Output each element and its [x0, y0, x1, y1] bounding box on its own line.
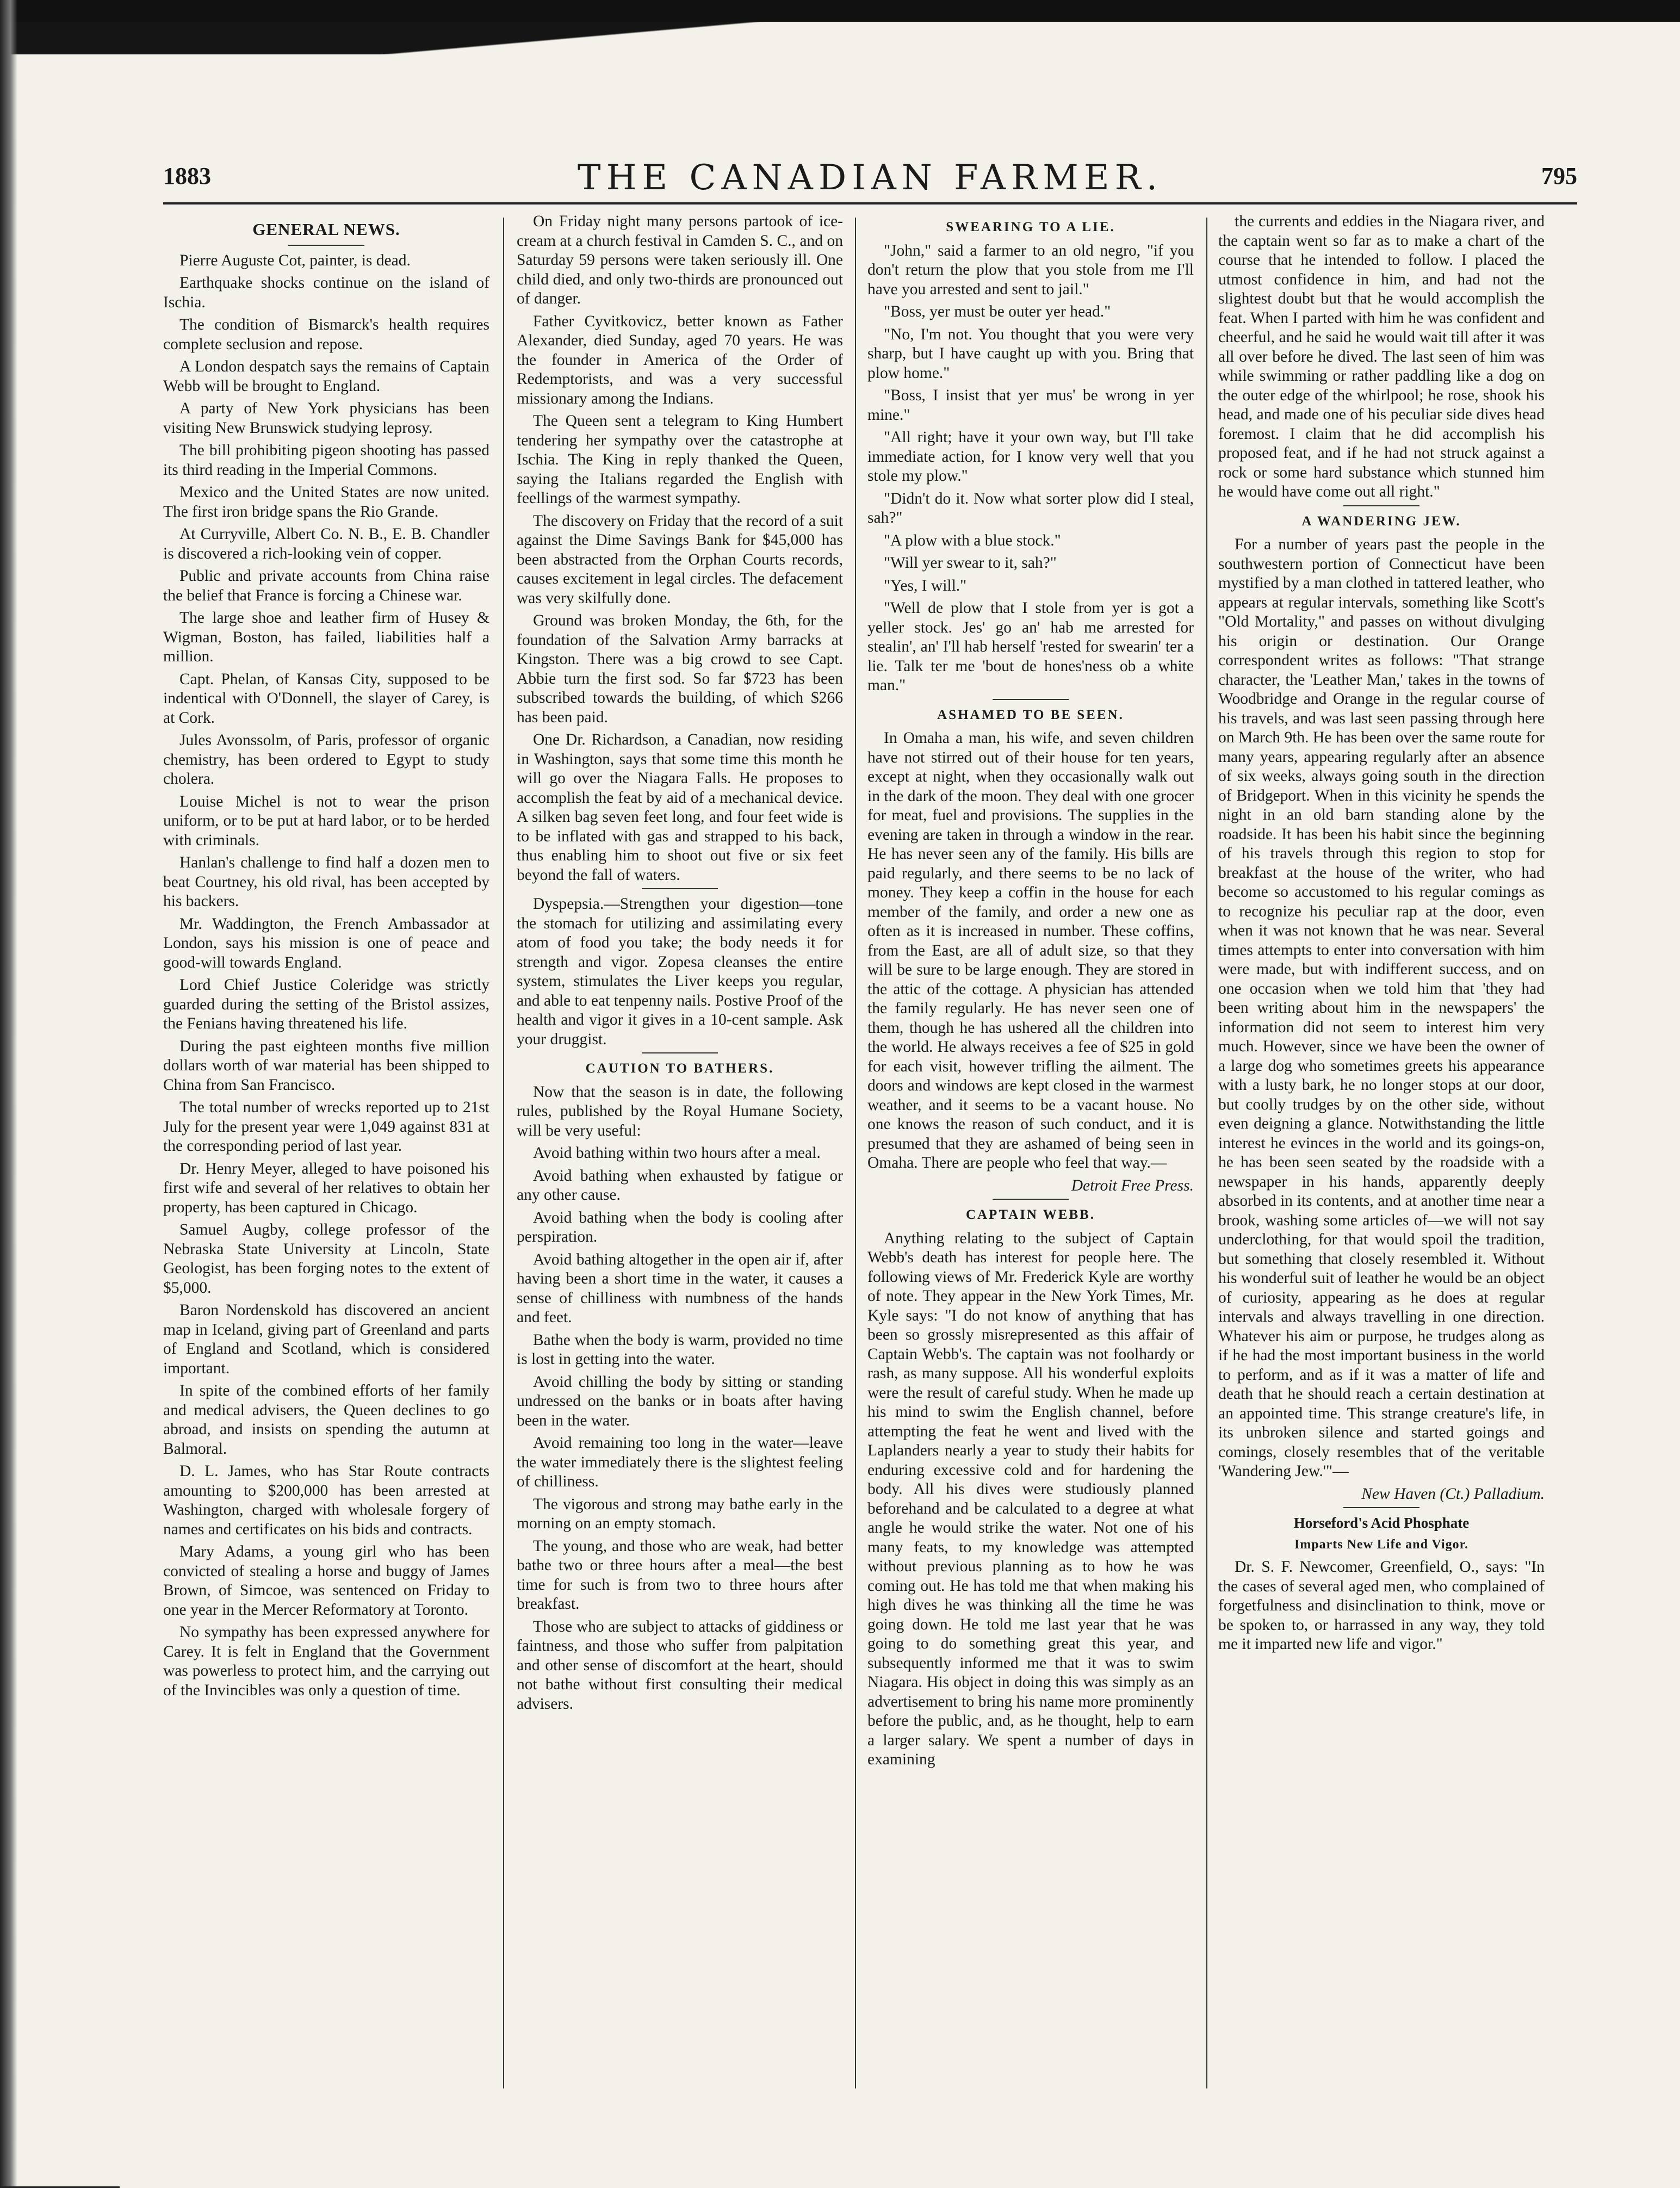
story-dialogue — [867, 241, 1194, 696]
list-item: Bathe when the body is warm, provided no time is lost in getting into the water. — [517, 1331, 843, 1368]
section-heading: SWEARING TO A LIE. — [946, 220, 1115, 234]
list-item: The bill prohibiting pigeon shooting has passed its third reading in the Imperial Commons. — [163, 442, 489, 479]
ad-subtitle: Imparts New Life and Vigor. — [1294, 1537, 1469, 1552]
list-item: Avoid remaining too long in the water—leave the water immediately there is the slightest feeling of chilliness. — [517, 1434, 843, 1490]
list-item: "A plow with a blue stock." — [884, 531, 1061, 549]
divider — [642, 1052, 718, 1053]
section-heading: CAPTAIN WEBB. — [965, 1207, 1096, 1222]
list-item: Capt. Phelan, of Kansas City, supposed to be indentical with O'Donnell, the slayer of Carey, is at Cork. — [163, 670, 489, 727]
list-item: A London despatch says the remains of Captain Webb will be brought to England. — [163, 358, 489, 395]
story-text: the currents and eddies in the Niagara river, and the captain went so far as to make a chart of the course that he intended to follow. I placed the utmost confidence in him, and had not the slightest doubt but that he would accomplish the feat. When I parted with him he was confident and cheerful, and he said he would wait till after it was all over before he dived. The last seen of him was while swimming or rather paddling like a dog on the outer edge of the whirlpool; he rose, shook his head, and made one of his peculiar side dives head foremost. I claim that he did accomplish his proposed feat, and if he had not struck against a rock or some hard substance which stunned him he would have come out all right." — [1218, 213, 1545, 500]
story-text: In Omaha a man, his wife, and seven children have not stirred out of their house for ten years, except at night, when they occasionally walk out in the dark of the moon. They deal with one grocer for meat, fuel and provisions. The supplies in the evening are taken in through a window in the rear. He has never seen any of the family. His bills are paid regularly, and there seems to be no lack of money. They keep a coffin in the house for each member of the family, and order a new one as often as it is increased in number. These coffins, from the East, are all of adult size, so that they will be sure to be large enough. They are stored in the attic of the cottage. A physician has attended the family regularly. He has never seen one of them, though he has ushered all the children into the world. He always receives a fee of $25 in gold for each visit, however trifling the ailment. The doors and windows are kept closed in the warmest weather, and it seems to be a vacant house. No one knows the reason of such conduct, and it is presumed that they are ashamed of being seen in Omaha. There are people who feel that way.— — [867, 729, 1194, 1172]
list-item: A party of New York physicians has been visiting New Brunswick studying leprosy. — [163, 400, 489, 437]
story-text: For a number of years past the people in the southwestern portion of Connecticut have been mystified by a man clothed in tattered leather, who appears at regular intervals, something like Scott's "Old Mortality," and passes on without divulging his origin or destination. Our Orange correspondent writes as follows: "That strange character, the 'Leather Man,' takes in the towns of Woodbridge and Orange in the regular course of his travels, and was last seen passing through here on March 9th. He has been over the same route for many years, appearing regularly after an absence of six weeks, always going south in the direction of Bridgeport. When in this vicinity he spends the night in an old barn standing alone by the roadside. It has been his habit since the beginning of his travels through this region to stop for breakfast at the house of the writer, who had become so accustomed to his regular comings as to recognize his peculiar rap at the door, even when it was not known that he was near. Several times attempts to enter into conversation with him were made, but with indifferent success, and on one occasion when we told him that 'they had been writing about him in the newspapers' the information did not seem to interest him very much. However, since we have been the owner of a large dog who sometimes greets his appearance with a lusty bark, he no longer stops at our door, but coolly trudges by on the other side, without even deigning a glance. Notwithstanding the little interest he evinces in the world and its goings-on, he has been seen seated by the roadside with a newspaper in his hands, apparently deeply absorbed in its contents, and at another time near a brook, washing some articles of—we will not say underclothing, for that would spoil the tradition, but something that closely resembled it. Without his wonderful suit of leather he would be an object of curiosity, appearing as he does at regular intervals and always travelling in one direction. Whatever his aim or purpose, he trudges along as if he had the most important business in the world to perform, and as if it was a matter of life and death that he should reach a certain destination at an appointed time. This strange creature's life, in its unbroken silence and started goings and comings, closely resembles that of the veritable 'Wandering Jew.'"— — [1218, 536, 1545, 1480]
list-item: "John," said a farmer to an old negro, "if you don't return the plow that you stole from me I'll have you arrested and sent to jail." — [867, 241, 1194, 298]
list-item: Mexico and the United States are now united. The first iron bridge spans the Rio Grande. — [163, 484, 489, 520]
list-item: The total number of wrecks reported up to 21st July for the present year were 1,049 against 831 at the corresponding period of last year. — [163, 1099, 489, 1155]
list-item: The condition of Bismarck's health requires complete seclusion and repose. — [163, 316, 489, 353]
year: 1883 — [163, 163, 211, 189]
list-item: Jules Avonssolm, of Paris, professor of organic chemistry, has been ordered to Egypt to study cholera. — [163, 732, 489, 788]
list-item: Avoid bathing when the body is cooling after perspiration. — [517, 1208, 843, 1245]
divider — [993, 1199, 1069, 1200]
story-text: Anything relating to the subject of Captain Webb's death has interest for people here. The following views of Mr. Frederick Kyle are worthy of note. They appear in the New York Times, Mr. Kyle says: "I do not know of anything that has been so grossly misrepresented as this affair of Captain Webb's. The captain was not foolhardy or rash, as many suppose. All his wonderful exploits were the result of careful study. When he made up his mind to swim the English channel, before attempting the feat he went and lived with the Laplanders nearly a year to study their habits for enduring excessive cold and for hardening the body. All his dives were studiously planned beforehand and be calculated to a degree at what angle he would strike the water. Not one of his many feats, to my knowledge was attempted without previous planning as to how he was coming out. He has told me that when making his high dives he was thinking all the time he was going down. He told me last year that he was going to do something great this year, and subsequently informed me that it was to swim Niagara. His object in doing this was simply as an advertisement to bring his name more prominently before the public, and, as he thought, help to earn a larger salary. We spent a number of days in examining — [867, 1229, 1194, 1768]
ad-title: Horseford's Acid Phosphate — [1293, 1515, 1470, 1531]
column-2 — [517, 212, 843, 2099]
divider — [642, 888, 718, 889]
list-item: Ground was broken Monday, the 6th, for the foundation of the Salvation Army barracks at Kingston. There was a big crowd to see Capt. Abbie turn the first sod. So far $723 has been subscribed towards the building, of which $266 has been paid. — [517, 612, 843, 726]
section-heading: ASHAMED TO BE SEEN. — [937, 707, 1124, 722]
column-4 — [1218, 212, 1545, 2099]
column-1 — [163, 212, 489, 2099]
column-3 — [867, 212, 1194, 2099]
list-item: In spite of the combined efforts of her family and medical advisers, the Queen declines to go abroad, and insists on spending the autumn at Balmoral. — [163, 1382, 489, 1458]
column-divider — [503, 218, 504, 2088]
scan-shadow — [0, 22, 1294, 54]
list-item: Pierre Auguste Cot, painter, is dead. — [179, 251, 411, 269]
list-item: One Dr. Richardson, a Canadian, now residing in Washington, says that some time this month he will go over the Niagara Falls. He proposes to accomplish the feat by aid of a mechanical device. A silken bag seven feet long, and four feet wide is to be inflated with gas and strapped to his back, thus enabling him to shoot out five or six feet beyond the fall of waters. — [517, 731, 843, 884]
list-item: Mary Adams, a young girl who has been convicted of stealing a horse and buggy of James Brown, of Simcoe, was sentenced on Friday to one year in the Mercer Reformatory at Toronto. — [163, 1543, 489, 1619]
column-divider — [855, 218, 856, 2088]
divider — [1343, 1507, 1419, 1508]
column-divider — [1206, 218, 1207, 2088]
divider — [993, 699, 1069, 700]
list-item: D. L. James, who has Star Route contracts amounting to $200,000 has been arrested at Washington, charged with wholesale forgery of names and certificates on his bids and contracts. — [163, 1462, 489, 1538]
list-item: Louise Michel is not to wear the prison uniform, or to be put at hard labor, or to be herded with criminals. — [163, 792, 489, 849]
list-item: "Yes, I will." — [884, 577, 967, 594]
list-item: "Boss, yer must be outer yer head." — [884, 303, 1111, 320]
list-item: Avoid bathing within two hours after a meal. — [533, 1144, 821, 1162]
section-heading: GENERAL NEWS. — [252, 220, 400, 239]
list-item: Those who are subject to attacks of giddiness or faintness, and those who suffer from palpitation and other sense of discomfort at the heart, should not bathe without first consulting their medical advisers. — [517, 1617, 843, 1713]
divider — [288, 245, 364, 246]
list-item: At Curryville, Albert Co. N. B., E. B. Chandler is discovered a rich-looking vein of copper. — [163, 525, 489, 562]
list-item: The vigorous and strong may bathe early in the morning on an empty stomach. — [517, 1495, 843, 1532]
list-item: Samuel Augby, college professor of the Nebraska State University at Lincoln, State Geologist, has been forging notes to the extent of $5,000. — [163, 1221, 489, 1297]
list-item: Avoid chilling the body by sitting or standing undressed on the banks or in boats after having been in the water. — [517, 1373, 843, 1429]
page-header — [163, 158, 1577, 196]
list-item: "Will yer swear to it, sah?" — [884, 554, 1057, 572]
list-item: Earthquake shocks continue on the island of Ischia. — [163, 274, 489, 311]
scan-left-edge — [0, 0, 17, 2187]
list-item: On Friday night many persons partook of ice-cream at a church festival in Camden S. C., and on Saturday 59 persons were taken seriously ill. One child died, and only two-thirds are pronounced out of danger. — [517, 213, 843, 307]
caution-list — [517, 1083, 843, 1714]
dyspepsia-ad: Dyspepsia.—Strengthen your digestion—tone the stomach for utilizing and assimilating every atom of food you take; the body needs it for strength and vigor. Zopesa cleanses the entire system, stimulates the Liver keeps you regular, and able to eat tenpenny nails. Postive Proof of the health and vigor it gives in a 10-cent sample. Ask your druggist. — [517, 895, 843, 1048]
scan-corner-mark — [0, 2121, 120, 2188]
list-item: The large shoe and leather firm of Husey & Wigman, Boston, has failed, liabilities half a million. — [163, 609, 489, 665]
ad-text: Dr. S. F. Newcomer, Greenfield, O., says: "In the cases of several aged men, who complained of forgetfulness and disinclination to think, move or be spoken to, or harrassed in any way, they told me it imparted new life and vigor." — [1218, 1558, 1545, 1653]
list-item: "All right; have it your own way, but I'll take immediate action, for I know very well that you stole my plow." — [867, 429, 1194, 485]
news-list — [517, 212, 843, 885]
list-item: The discovery on Friday that the record of a suit against the Dime Savings Bank for $45,000 has been abstracted from the Orphan Courts records, causes excitement in legal circles. The defacement was very skilfully done. — [517, 512, 843, 607]
list-item: "Boss, I insist that yer mus' be wrong in yer mine." — [867, 387, 1194, 424]
scan-top-edge — [0, 0, 1680, 60]
story-source: New Haven (Ct.) Palladium. — [1361, 1485, 1545, 1503]
page-number: 795 — [1541, 163, 1577, 189]
header-rule — [163, 202, 1577, 204]
news-list — [163, 251, 489, 1701]
list-item: Mr. Waddington, the French Ambassador at London, says his mission is one of peace and good-will towards England. — [163, 915, 489, 971]
masthead: THE CANADIAN FARMER. — [577, 158, 1163, 198]
list-item: Avoid bathing altogether in the open air if, after having been a short time in the water, it causes a sense of chilliness with numbness of the hands and feet. — [517, 1250, 843, 1326]
list-item: Now that the season is in date, the following rules, published by the Royal Humane Society, will be very useful: — [517, 1083, 843, 1139]
divider — [1343, 505, 1419, 506]
list-item: Lord Chief Justice Coleridge was strictly guarded during the setting of the Bristol assizes, the Fenians having threatened his life. — [163, 976, 489, 1032]
list-item: "Didn't do it. Now what sorter plow did I steal, sah?" — [867, 489, 1194, 526]
list-item: No sympathy has been expressed anywhere for Carey. It is felt in England that the Government was powerless to protect him, and the carrying out of the Invincibles was only a question of time. — [163, 1623, 489, 1699]
list-item: Hanlan's challenge to find half a dozen men to beat Courtney, his old rival, has been accepted by his backers. — [163, 854, 489, 910]
list-item: Father Cyvitkovicz, better known as Father Alexander, died Sunday, aged 70 years. He was the founder in America of the Order of Redemptorists, and was a very successful missionary among the Indians. — [517, 312, 843, 407]
list-item: Avoid bathing when exhausted by fatigue or any other cause. — [517, 1167, 843, 1204]
story-source: Detroit Free Press. — [1071, 1176, 1194, 1194]
list-item: During the past eighteen months five million dollars worth of war material has been shipped to China from San Francisco. — [163, 1037, 489, 1094]
section-heading: CAUTION TO BATHERS. — [585, 1061, 774, 1076]
list-item: The young, and those who are weak, had better bathe two or three hours after a meal—the best time for such is from two to three hours after breakfast. — [517, 1537, 843, 1613]
list-item: Public and private accounts from China raise the belief that France is forcing a Chinese war. — [163, 567, 489, 604]
list-item: The Queen sent a telegram to King Humbert tendering her sympathy over the catastrophe at Ischia. The King in reply thanked the Queen, saying the Italians regarded the English with feellings of the warmest sympathy. — [517, 412, 843, 507]
list-item: Baron Nordenskold has discovered an ancient map in Iceland, giving part of Greenland and parts of England and Scotland, which is considered important. — [163, 1301, 489, 1377]
list-item: "Well de plow that I stole from yer is got a yeller stock. Jes' go an' hab me arrested for stealin', an' I'll hab herself 'rested for swearin' ter a lie. Talk ter me 'bout de hones'ness ob a white man." — [867, 599, 1194, 694]
section-heading: A WANDERING JEW. — [1301, 513, 1461, 529]
list-item: Dr. Henry Meyer, alleged to have poisoned his first wife and several of her relatives to obtain her property, has been captured in Chicago. — [163, 1160, 489, 1216]
list-item: "No, I'm not. You thought that you were very sharp, but I have caught up with you. Bring that plow home." — [867, 325, 1194, 382]
